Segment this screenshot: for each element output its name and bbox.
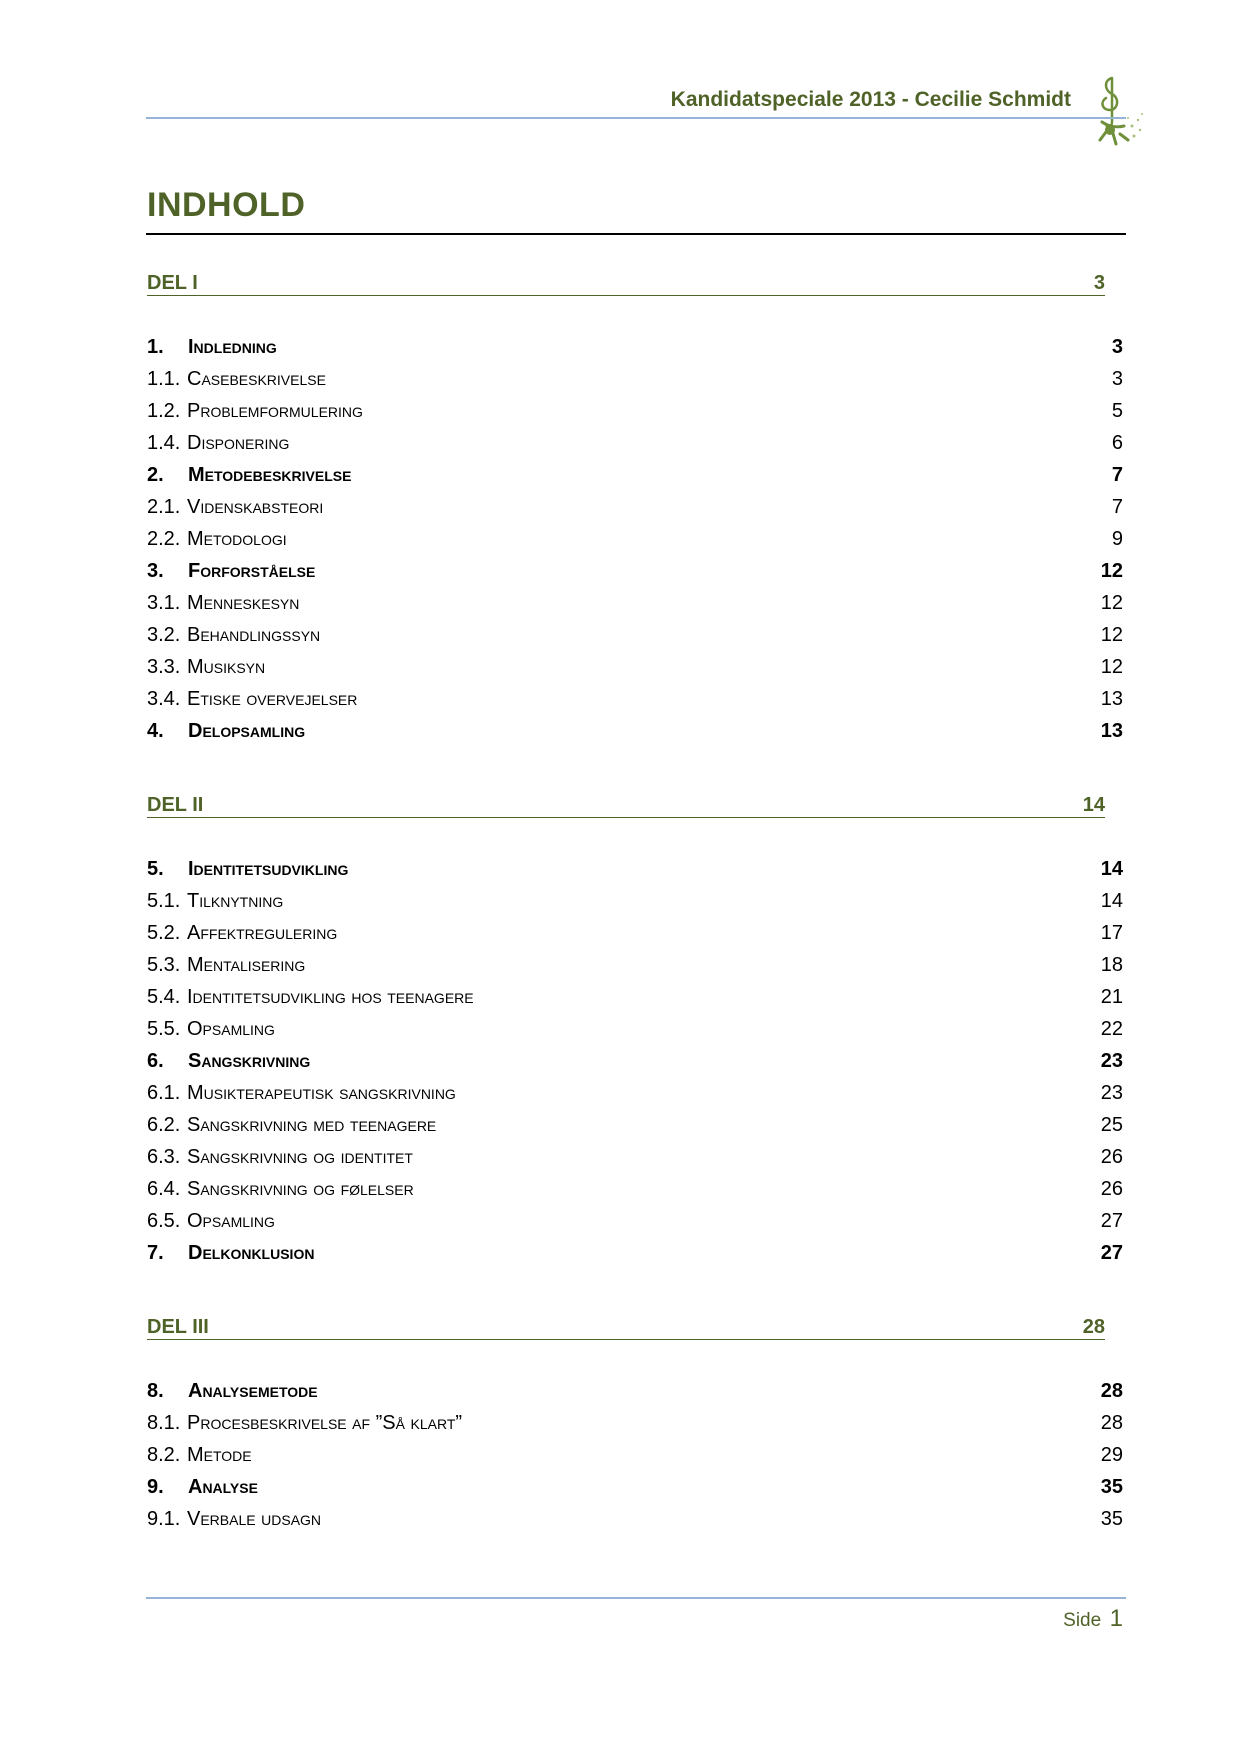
toc-entry[interactable] (147, 954, 1123, 986)
entry-page: 6 (1111, 432, 1123, 454)
header-title: Kandidatspeciale 2013 - Cecilie Schmidt (670, 88, 1071, 111)
toc-entry[interactable] (147, 432, 1123, 464)
entry-page: 3 (1111, 336, 1123, 358)
toc-entry[interactable] (147, 1412, 1123, 1444)
entry-page: 26 (1100, 1146, 1123, 1168)
entry-page: 12 (1100, 656, 1123, 678)
entry-number: 1. (147, 336, 164, 358)
toc-entry[interactable] (147, 624, 1123, 656)
entry-label: Casebeskrivelse (187, 368, 326, 390)
toc-entry[interactable] (147, 1018, 1123, 1050)
entry-number: 6.4. (147, 1178, 181, 1200)
entry-page: 13 (1100, 688, 1123, 710)
entry-label: Analysemetode (188, 1380, 318, 1402)
part-page: 3 (1093, 272, 1105, 294)
entry-number: 3.2. (147, 624, 181, 646)
entry-label: Sangskrivning og identitet (187, 1146, 413, 1168)
entry-number: 5.1. (147, 890, 181, 912)
entry-number: 8.1. (147, 1412, 181, 1434)
entry-label: Opsamling (187, 1210, 275, 1232)
page-footer (1063, 1605, 1123, 1633)
toc-entry[interactable] (147, 560, 1123, 592)
entry-page: 12 (1100, 624, 1123, 646)
entry-page: 27 (1100, 1242, 1123, 1264)
entry-page: 3 (1111, 368, 1123, 390)
toc-part[interactable] (147, 266, 1105, 296)
header-divider (146, 117, 1126, 119)
toc-entry[interactable] (147, 400, 1123, 432)
entry-label: Metode (187, 1444, 252, 1466)
entry-number: 3.1. (147, 592, 181, 614)
toc-entry[interactable] (147, 368, 1123, 400)
entry-number: 6.5. (147, 1210, 181, 1232)
entry-number: 2.2. (147, 528, 181, 550)
entry-page: 14 (1100, 890, 1123, 912)
entry-label: Indledning (188, 336, 277, 358)
entry-number: 6.3. (147, 1146, 181, 1168)
entry-number: 1.4. (147, 432, 181, 454)
entry-label: Etiske overvejelser (187, 688, 358, 710)
toc-entry[interactable] (147, 922, 1123, 954)
entry-label: Tilknytning (187, 890, 284, 912)
footer-divider (146, 1597, 1126, 1599)
entry-label: Identitetsudvikling hos teenagere (187, 986, 474, 1008)
entry-number: 2. (147, 464, 164, 486)
toc-entry[interactable] (147, 656, 1123, 688)
entry-number: 1.1. (147, 368, 181, 390)
entry-page: 14 (1100, 858, 1123, 880)
entry-page: 12 (1100, 592, 1123, 614)
part-label: DEL III (147, 1316, 209, 1338)
entry-number: 5.3. (147, 954, 181, 976)
entry-number: 4. (147, 720, 164, 742)
entry-page: 26 (1100, 1178, 1123, 1200)
entry-page: 35 (1100, 1476, 1123, 1498)
toc-title: INDHOLD (147, 186, 306, 224)
entry-page: 17 (1100, 922, 1123, 944)
entry-number: 7. (147, 1242, 164, 1264)
entry-page: 21 (1100, 986, 1123, 1008)
entry-page: 28 (1100, 1412, 1123, 1434)
entry-number: 3.3. (147, 656, 181, 678)
treble-clef-logo-icon (1082, 74, 1146, 150)
entry-number: 6.1. (147, 1082, 181, 1104)
toc-entry[interactable] (147, 858, 1123, 890)
entry-page: 13 (1100, 720, 1123, 742)
toc-entry[interactable] (147, 1082, 1123, 1114)
entry-number: 8.2. (147, 1444, 181, 1466)
toc-entry[interactable] (147, 1444, 1123, 1476)
entry-number: 5.5. (147, 1018, 181, 1040)
entry-label: Forforståelse (188, 560, 316, 582)
toc-part[interactable] (147, 788, 1105, 818)
entry-label: Analyse (188, 1476, 258, 1498)
entry-label: Verbale udsagn (187, 1508, 322, 1530)
part-label: DEL I (147, 272, 198, 294)
entry-number: 2.1. (147, 496, 181, 518)
entry-label: Delopsamling (188, 720, 306, 742)
entry-label: Musikterapeutisk sangskrivning (187, 1082, 456, 1104)
entry-number: 9.1. (147, 1508, 181, 1530)
entry-label: Musiksyn (187, 656, 266, 678)
entry-page: 12 (1100, 560, 1123, 582)
entry-label: Disponering (187, 432, 290, 454)
toc-entry[interactable] (147, 688, 1123, 720)
entry-number: 6. (147, 1050, 164, 1072)
entry-number: 5. (147, 858, 164, 880)
toc-entry[interactable] (147, 986, 1123, 1018)
entry-label: Identitetsudvikling (188, 858, 349, 880)
toc-entry[interactable] (147, 720, 1123, 752)
part-label: DEL II (147, 794, 204, 816)
entry-number: 8. (147, 1380, 164, 1402)
part-page: 14 (1082, 794, 1105, 816)
entry-page: 9 (1111, 528, 1123, 550)
entry-label: Delkonklusion (188, 1242, 315, 1264)
entry-page: 23 (1100, 1082, 1123, 1104)
entry-number: 5.2. (147, 922, 181, 944)
toc-entry[interactable] (147, 336, 1123, 368)
entry-number: 1.2. (147, 400, 181, 422)
entry-page: 5 (1111, 400, 1123, 422)
toc-entry[interactable] (147, 592, 1123, 624)
toc-entry[interactable] (147, 1380, 1123, 1412)
entry-label: Problemformulering (187, 400, 363, 422)
entry-number: 3.4. (147, 688, 181, 710)
toc-entry[interactable] (147, 890, 1123, 922)
title-divider (146, 233, 1126, 235)
entry-label: Opsamling (187, 1018, 275, 1040)
entry-page: 29 (1100, 1444, 1123, 1466)
toc-entry[interactable] (147, 496, 1123, 528)
toc-entry[interactable] (147, 1210, 1123, 1242)
entry-label: Behandlingssyn (187, 624, 321, 646)
entry-page: 35 (1100, 1508, 1123, 1530)
toc-entry[interactable] (147, 1178, 1123, 1210)
entry-label: Metodologi (187, 528, 287, 550)
entry-number: 3. (147, 560, 164, 582)
entry-label: Mentalisering (187, 954, 306, 976)
entry-label: Sangskrivning med teenagere (187, 1114, 437, 1136)
entry-page: 27 (1100, 1210, 1123, 1232)
entry-page: 28 (1100, 1380, 1123, 1402)
toc-entry[interactable] (147, 1242, 1123, 1274)
entry-page: 25 (1100, 1114, 1123, 1136)
toc-entry[interactable] (147, 1508, 1123, 1540)
entry-label: Sangskrivning (188, 1050, 311, 1072)
entry-label: Procesbeskrivelse af ”Så klart” (187, 1412, 463, 1434)
entry-number: 5.4. (147, 986, 181, 1008)
part-page: 28 (1082, 1316, 1105, 1338)
entry-number: 6.2. (147, 1114, 181, 1136)
entry-label: Menneskesyn (187, 592, 300, 614)
footer-page-number: 1 (1109, 1605, 1123, 1632)
entry-number: 9. (147, 1476, 164, 1498)
entry-label: Metodebeskrivelse (188, 464, 352, 486)
toc-entry[interactable] (147, 1146, 1123, 1178)
toc-entry[interactable] (147, 464, 1123, 496)
entry-page: 23 (1100, 1050, 1123, 1072)
entry-page: 22 (1100, 1018, 1123, 1040)
footer-side-label: Side (1063, 1610, 1102, 1631)
toc-entry[interactable] (147, 1476, 1123, 1508)
toc-entry[interactable] (147, 528, 1123, 560)
entry-label: Affektregulering (187, 922, 338, 944)
entry-label: Sangskrivning og følelser (187, 1178, 414, 1200)
entry-label: Videnskabsteori (187, 496, 324, 518)
toc-entry[interactable] (147, 1114, 1123, 1146)
toc-entry[interactable] (147, 1050, 1123, 1082)
entry-page: 18 (1100, 954, 1123, 976)
entry-page: 7 (1111, 496, 1123, 518)
entry-page: 7 (1111, 464, 1123, 486)
toc-part[interactable] (147, 1310, 1105, 1340)
